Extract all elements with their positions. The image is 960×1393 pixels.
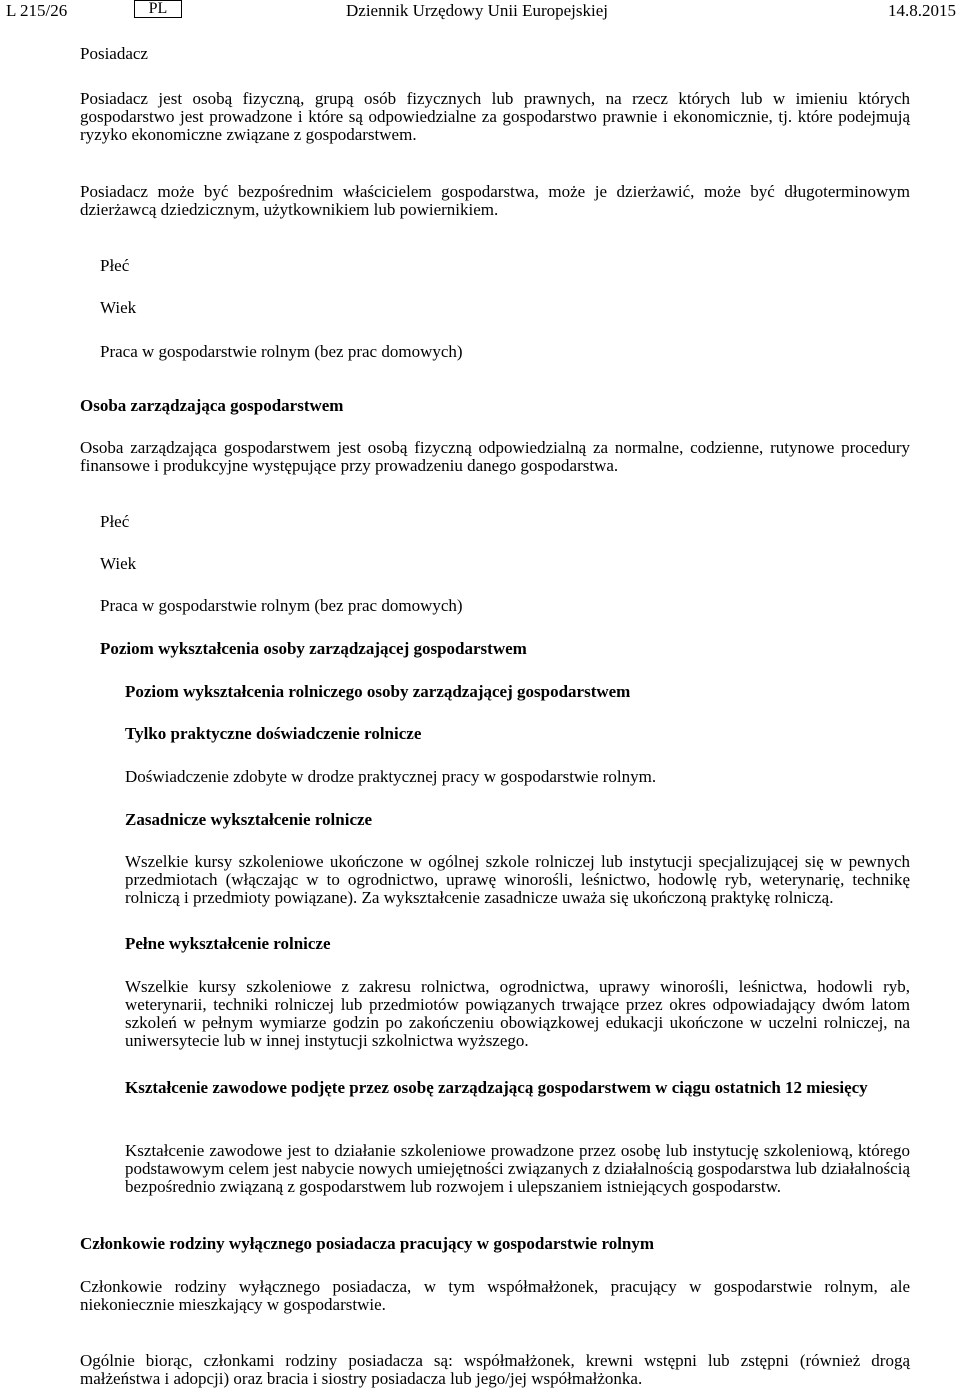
manager-item-sex: Płeć (100, 512, 130, 531)
holder-item-sex: Płeć (100, 256, 130, 275)
manager-item-age: Wiek (100, 554, 137, 573)
holder-item-age: Wiek (100, 298, 137, 317)
manager-heading: Osoba zarządzająca gospodarstwem (80, 396, 344, 415)
full-training-text: Wszelkie kursy szkoleniowe z zakresu rolnictwa, ogrodnictwa, uprawy winorośli, leśnictwa, hodowli ryb, weterynarii, techniki rolniczej lub przedmiotów powiązanych trwające przez okres odpowiadający dwóm latom szkoleń w pełnym wymiarze godzin po zakończeniu obowiązkowej edukacji ukończone w uczelni rolniczej, na uniwersytecie lub w innej instytucji szkolnictwa wyższego. (125, 977, 910, 1050)
holder-ownership-paragraph: Posiadacz może być bezpośrednim właścicielem gospodarstwa, może je dzierżawić, może być długoterminowym dzierżawcą dziedzicznym, użytkownikiem lub powiernikiem. (80, 182, 910, 219)
holder-item-farm-work: Praca w gospodarstwie rolnym (bez prac domowych) (100, 342, 463, 361)
holder-definition-paragraph: Posiadacz jest osobą fizyczną, grupą osób fizycznych lub prawnych, na rzecz których lub w imieniu których gospodarstwo jest prowadzone i które są odpowiedzialne za gospodarstwo prawnie i ekonomicznie, tj. które podejmują ryzyko ekonomiczne związane z gospodarstwem. (80, 89, 910, 144)
manager-definition-paragraph: Osoba zarządzająca gospodarstwem jest osobą fizyczną odpowiedzialną za normalne, codzienne, rutynowe procedury finansowe i produkcyjne występujące przy prowadzeniu danego gospodarstwa. (80, 438, 910, 475)
agricultural-education-heading: Poziom wykształcenia rolniczego osoby zarządzającej gospodarstwem (125, 682, 631, 701)
family-definition-paragraph: Ogólnie biorąc, członkami rodziny posiadacza są: współmałżonek, krewni wstępni lub zstępni (również drogą małżeństwa i adopcji) oraz bracia i siostry posiadacza lub jego/jej współmałżonka. (80, 1351, 910, 1388)
manager-item-farm-work: Praca w gospodarstwie rolnym (bez prac domowych) (100, 596, 463, 615)
page-reference: L 215/26 (6, 1, 68, 20)
practical-experience-heading: Tylko praktyczne doświadczenie rolnicze (125, 724, 422, 743)
journal-title: Dziennik Urzędowy Unii Europejskiej (346, 1, 609, 20)
basic-training-text: Wszelkie kursy szkoleniowe ukończone w ogólnej szkole rolniczej lub instytucji specjalizującej się w pewnych przedmiotach (włączając w to ogrodnictwo, uprawę winorośli, leśnictwo, hodowlę ryb, weterynarię, technikę rolniczą i przedmioty powiązane). Za wykształcenie zasadnicze uważa się ukończoną praktykę rolniczą. (125, 852, 910, 907)
practical-experience-text: Doświadczenie zdobyte w drodze praktycznej pracy w gospodarstwie rolnym. (125, 767, 657, 786)
language-code-box: PL (134, 0, 182, 18)
family-members-paragraph: Członkowie rodziny wyłącznego posiadacza, w tym współmałżonek, pracujący w gospodarstwie rolnym, ale niekoniecznie mieszkający w gospodarstwie. (80, 1277, 910, 1314)
vocational-training-heading: Kształcenie zawodowe podjęte przez osobę zarządzającą gospodarstwem w ciągu ostatnich 12 miesięcy (125, 1078, 868, 1097)
holder-heading: Posiadacz (80, 44, 148, 63)
basic-training-heading: Zasadnicze wykształcenie rolnicze (125, 810, 373, 829)
publication-date: 14.8.2015 (888, 1, 956, 20)
education-level-heading: Poziom wykształcenia osoby zarządzającej gospodarstwem (100, 639, 527, 658)
page-header (0, 0, 960, 22)
family-members-heading: Członkowie rodziny wyłącznego posiadacza pracujący w gospodarstwie rolnym (80, 1234, 655, 1253)
vocational-training-text: Kształcenie zawodowe jest to działanie szkoleniowe prowadzone przez osobę lub instytucję szkoleniową, którego podstawowym celem jest nabycie nowych umiejętności związanych z działalnością gospodarstwa lub działalnością bezpośrednio związaną z gospodarstwem lub rozwojem i ulepszaniem istniejących gospodarstw. (125, 1141, 910, 1196)
full-training-heading: Pełne wykształcenie rolnicze (125, 934, 331, 953)
